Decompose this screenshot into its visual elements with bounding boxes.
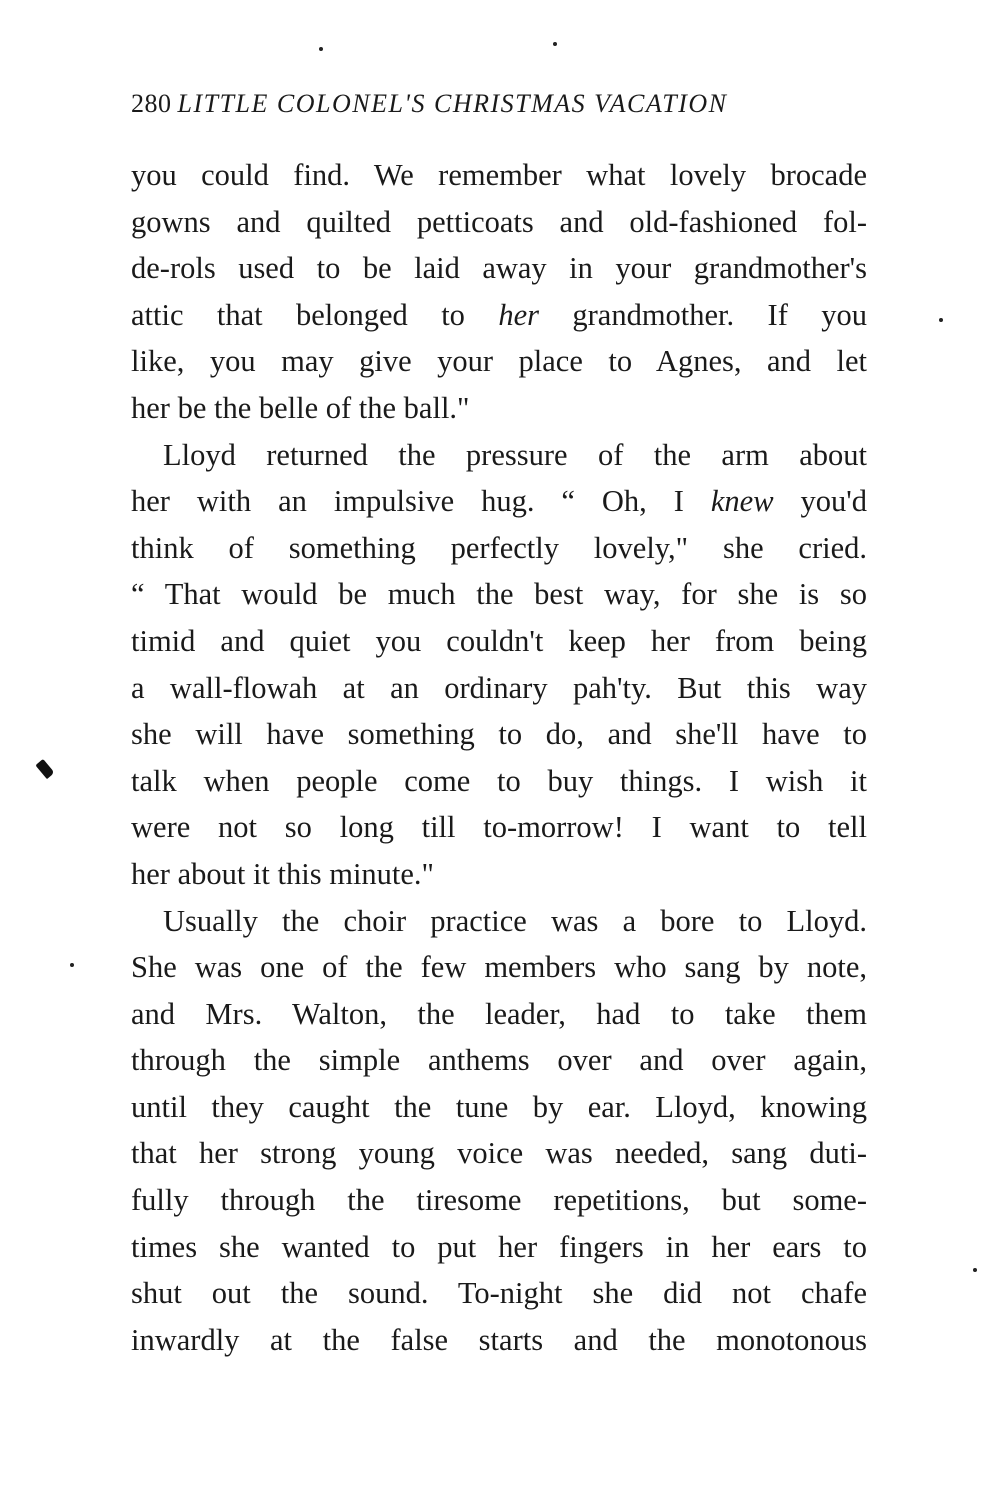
- text-line: through the simple anthems over and over again,: [131, 1043, 867, 1078]
- ink-speck: [939, 318, 943, 322]
- ink-speck: [319, 47, 323, 51]
- text-line: her with an impulsive hug. “ Oh, I knew you'd: [131, 484, 867, 519]
- text-line: she will have something to do, and she'll have to: [131, 717, 867, 752]
- text-line: fully through the tiresome repetitions, but some-: [131, 1183, 867, 1218]
- text-line: were not so long till to-morrow! I want to tell: [131, 810, 867, 845]
- ink-speck: [553, 42, 557, 46]
- text-line: de-rols used to be laid away in your grandmother's: [131, 251, 867, 286]
- paragraph-1: [131, 152, 867, 432]
- emphasis: knew: [710, 484, 774, 519]
- text-line: like, you may give your place to Agnes, and let: [131, 344, 867, 379]
- text-line: until they caught the tune by ear. Lloyd, knowing: [131, 1089, 867, 1124]
- paragraph-3: [131, 898, 867, 1364]
- ink-speck: [973, 1268, 977, 1272]
- emphasis: her: [498, 297, 539, 332]
- text-line: “ That would be much the best way, for she is so: [131, 577, 867, 612]
- running-head: [131, 89, 871, 119]
- text-line: her about it this minute.": [131, 856, 435, 891]
- text-line: a wall-flowah at an ordinary pah'ty. But this way: [131, 670, 867, 705]
- margin-ink-mark: [35, 759, 54, 779]
- text-line: She was one of the few members who sang by note,: [131, 950, 867, 985]
- running-title: LITTLE COLONEL'S CHRISTMAS VACATION: [177, 89, 728, 118]
- text-line: gowns and quilted petticoats and old-fashioned fol-: [131, 204, 867, 239]
- paragraph-2: [131, 432, 867, 898]
- text-line: that her strong young voice was needed, sang duti-: [131, 1136, 867, 1171]
- text-line: attic that belonged to her grandmother. If you: [131, 297, 867, 332]
- text-line: timid and quiet you couldn't keep her from being: [131, 623, 867, 658]
- text-line: her be the belle of the ball.": [131, 390, 470, 425]
- text-line: shut out the sound. To-night she did not chafe: [131, 1276, 867, 1311]
- text-line: times she wanted to put her fingers in her ears to: [131, 1229, 867, 1264]
- text-line: talk when people come to buy things. I wish it: [131, 763, 867, 798]
- text-line: you could find. We remember what lovely brocade: [131, 158, 867, 192]
- text-line: think of something perfectly lovely," she cried.: [131, 530, 867, 565]
- page-body: [131, 152, 867, 1363]
- page-number: 280: [131, 89, 172, 118]
- text-line: Usually the choir practice was a bore to Lloyd.: [163, 903, 867, 938]
- text-line: and Mrs. Walton, the leader, had to take them: [131, 996, 867, 1031]
- ink-speck: [70, 963, 74, 967]
- text-line: Lloyd returned the pressure of the arm about: [163, 437, 867, 472]
- text-line: inwardly at the false starts and the monotonous: [131, 1322, 867, 1357]
